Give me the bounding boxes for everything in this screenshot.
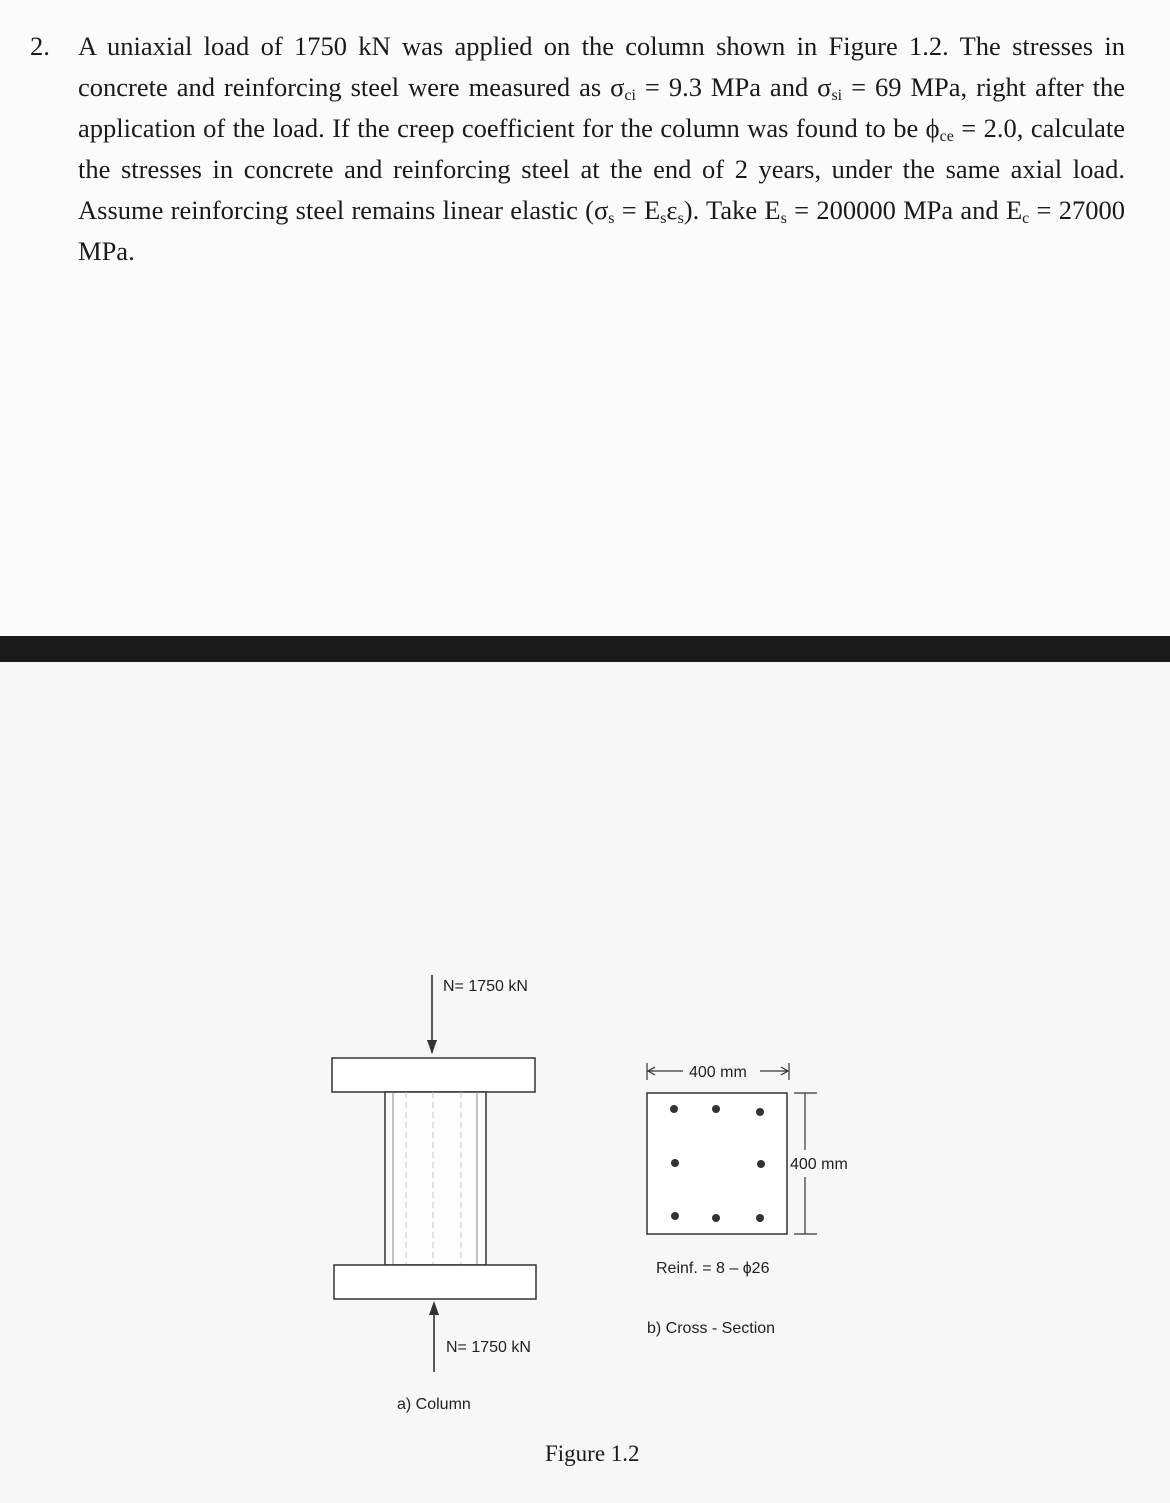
text-segment: ). Take E [683,195,781,225]
subscript: c [1022,210,1030,227]
subscript: s [608,210,615,227]
rebar-dot [712,1214,720,1222]
rebar-dot [671,1159,679,1167]
text-segment: = 200000 MPa and E [786,195,1023,225]
text-segment: ε [666,195,678,225]
figure-caption: Figure 1.2 [545,1441,640,1466]
reinforcement-label: Reinf. = 8 – ϕ26 [656,1260,770,1277]
text-segment: = E [614,195,661,225]
rebar-dot [756,1214,764,1222]
rebar-dot [670,1105,678,1113]
rebar-dot [756,1108,764,1116]
height-dimension: 400 mm [790,1156,848,1173]
section-outline [647,1093,787,1234]
problem-statement [30,26,1125,272]
text-segment: = 2.0, calculate the stresses in concrete and reinforcing steel at the end of 2 years, under the same axial load. Assume reinforcing steel remains linear elastic (σ [78,113,1125,225]
top-arrowhead [427,1040,437,1054]
page-divider [0,636,1170,662]
subscript: ce [939,128,954,145]
problem-text [78,26,1125,272]
top-plate [332,1058,535,1092]
rebar-dot [712,1105,720,1113]
cross-section-diagram [647,1063,848,1337]
text-segment: = 69 MPa, right after the application of the load. If the creep coefficient for the column was found to be ϕ [78,72,1125,143]
column-body [385,1092,486,1265]
bottom-plate [334,1265,536,1299]
column-caption: a) Column [397,1396,471,1413]
text-segment: = 9.3 MPa and σ [635,72,832,102]
text-segment: = 27000 MPa. [78,195,1125,266]
bottom-load-label: N= 1750 kN [446,1339,531,1356]
problem-number: 2. [30,31,50,61]
subscript: ci [624,87,636,104]
rebar-dot [671,1212,679,1220]
figure-1-2 [0,662,1170,1503]
width-dimension: 400 mm [689,1064,747,1081]
text-segment: A uniaxial load of 1750 kN was applied on the column shown in Figure 1.2. The stresses in concrete and reinforcing steel were measured as σ [78,31,1125,102]
top-load-label: N= 1750 kN [443,978,528,995]
subscript: s [780,210,787,227]
column-diagram [332,975,536,1413]
section-caption: b) Cross - Section [647,1320,776,1337]
subscript: s [677,210,684,227]
subscript: si [831,87,843,104]
rebar-dot [757,1160,765,1168]
subscript: s [660,210,667,227]
bottom-arrowhead [429,1301,439,1315]
